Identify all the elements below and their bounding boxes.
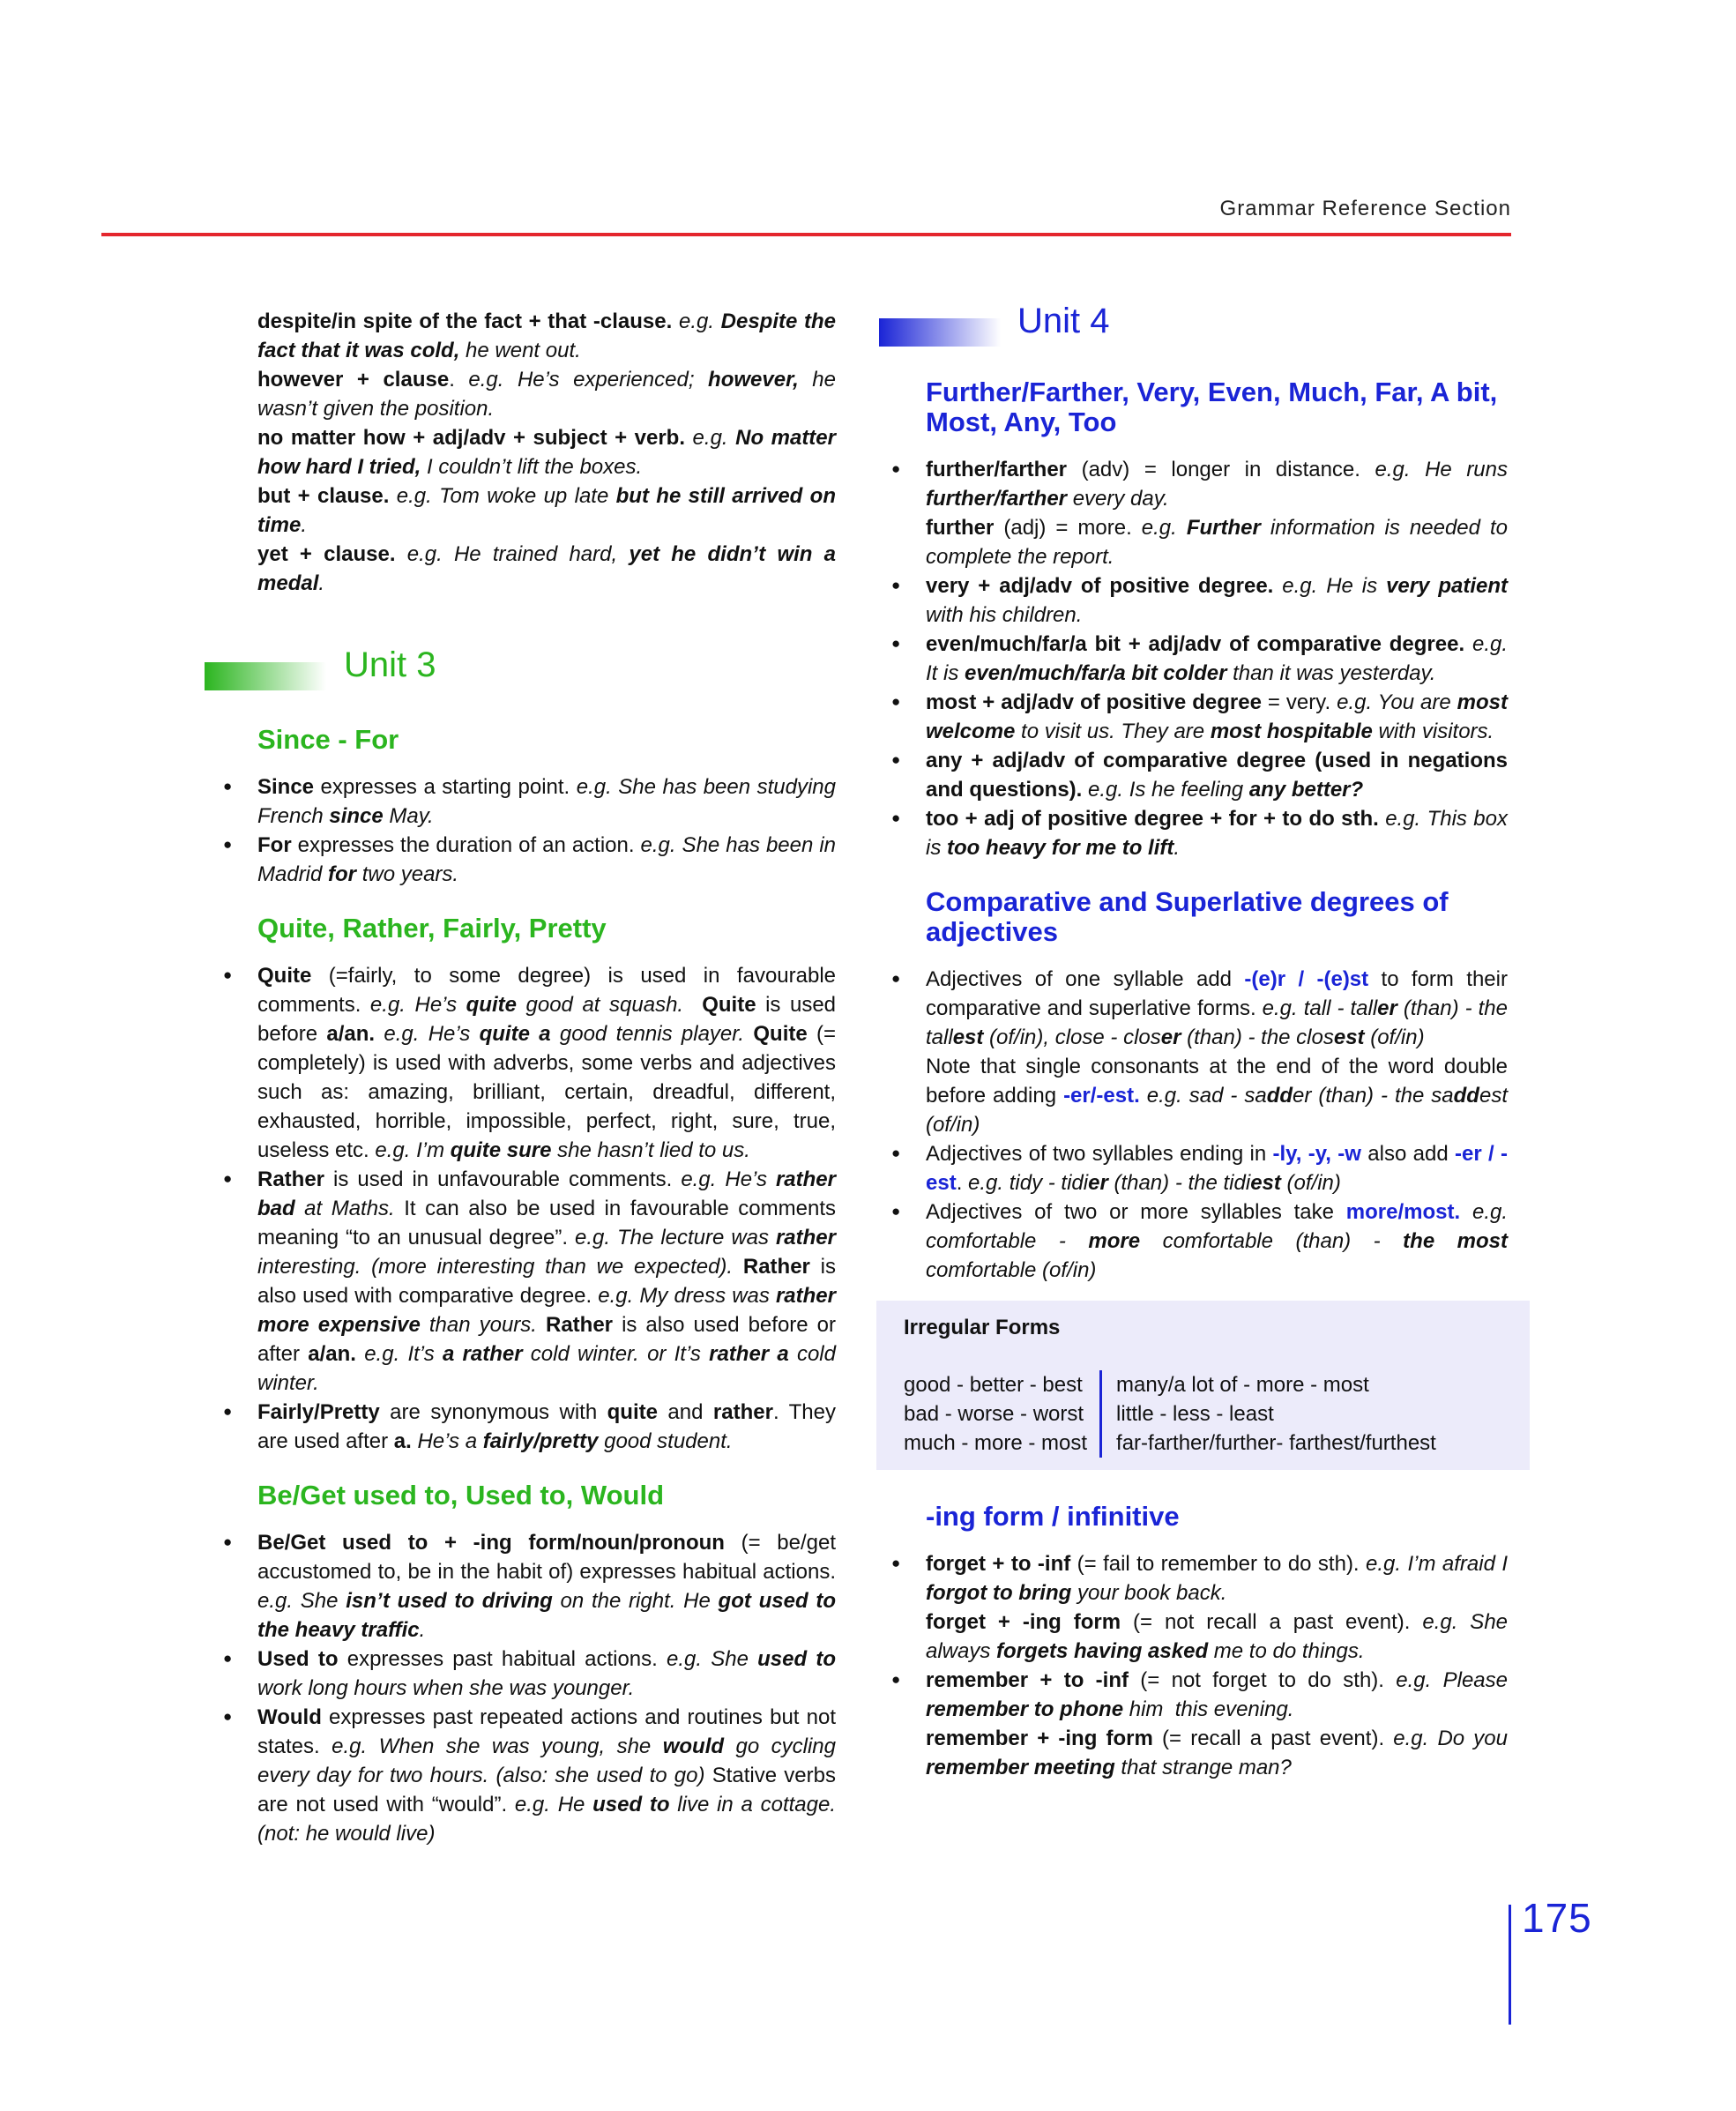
section-heading-quite-rather: Quite, Rather, Fairly, Pretty <box>257 913 607 944</box>
list-item: ● very + adj/adv of positive degree. e.g. He is very patient with his children. <box>926 571 1508 630</box>
list-item: ● Adjectives of two or more syllables take more/most. e.g. comfortable - more comfortable (than) - the most comfortable (of/in) <box>926 1197 1508 1285</box>
irregular-form: far-farther/further- farthest/furthest <box>1116 1431 1436 1455</box>
list-item: ● Adjectives of one syllable add -(e)r / -(e)st to form their comparative and superlative forms. e.g. tall - taller (than) - the tallest (of/in), close - closer (than) - the closest (of/in) Note that single consonants at the end of the word double before adding -er/-est. e.g. sad - sadder (than) - the saddest (of/in) <box>926 965 1508 1139</box>
section-heading-ing-infinitive: -ing form / infinitive <box>926 1501 1180 1532</box>
header-rule <box>101 233 1511 236</box>
list-item: ● too + adj of positive degree + for + to do sth. e.g. This box is too heavy for me to lift. <box>926 804 1508 862</box>
list-item: ● Quite (=fairly, to some degree) is used in favourable comments. e.g. He’s quite good at squash. Quite is used before a/an. e.g. He’s quite a good tennis player. Quite (= completely) is used with adverbs, some verbs and adjectives such as: amazing, brilliant, certain, dreadful, different, exhausted, horrible, impossible, perfect, right, sure, true, useless etc. e.g. I’m quite sure she hasn’t lied to us. <box>257 961 836 1165</box>
intro-paragraph: however + clause. e.g. He’s experienced; however, he wasn’t given the position. <box>257 368 836 421</box>
list-item: ● further/farther (adv) = longer in distance. e.g. He runs further/farther every day. further (adj) = more. e.g. Further information is needed to complete the report. <box>926 455 1508 571</box>
unit-4-title: Unit 4 <box>1017 302 1110 340</box>
irregular-form: bad - worse - worst <box>904 1402 1084 1426</box>
section-heading-comparative: Comparative and Superlative degrees of adjectives <box>926 886 1449 947</box>
right-column <box>904 302 1509 1782</box>
list-item: ● Fairly/Pretty are synonymous with quite and rather. They are used after a. He’s a fairly/pretty good student. <box>257 1398 836 1456</box>
list-quite-rather <box>257 961 836 1456</box>
irregular-form: good - better - best <box>904 1373 1083 1397</box>
irregular-forms-box <box>876 1301 1530 1470</box>
section-heading-used-to: Be/Get used to, Used to, Would <box>257 1480 665 1511</box>
intro-paragraph: yet + clause. e.g. He trained hard, yet he didn’t win a medal. <box>257 542 836 595</box>
running-header: Grammar Reference Section <box>1219 197 1511 220</box>
page-number: 175 <box>1522 1895 1592 1941</box>
intro-paragraphs <box>257 307 836 598</box>
list-item: ● Adjectives of two syllables ending in -ly, -y, -w also add -er / -est. e.g. tidy - tidier (than) - the tidiest (of/in) <box>926 1139 1508 1197</box>
unit-3-title: Unit 3 <box>344 645 436 684</box>
list-item: ● Be/Get used to + -ing form/noun/pronoun (= be/get accustomed to, be in the habit of) expresses habitual actions. e.g. She isn’t used to driving on the right. He got used to the heavy traffic. <box>257 1528 836 1645</box>
list-item: ● most + adj/adv of positive degree = very. e.g. You are most welcome to visit us. They are most hospitable with visitors. <box>926 688 1508 746</box>
list-item: ● remember + to -inf (= not forget to do sth). e.g. Please remember to phone him this evening. remember + -ing form (= recall a past event). e.g. Do you remember meeting that strange man? <box>926 1666 1508 1782</box>
list-item: ● Would expresses past repeated actions and routines but not states. e.g. When she was young, she would go cycling every day for two hours. (also: she used to go) Stative verbs are not used with “would”. e.g. He used to live in a cottage. (not: he would live) <box>257 1703 836 1848</box>
intro-paragraph: despite/in spite of the fact + that -clause. e.g. Despite the fact that it was cold, he went out. <box>257 310 837 362</box>
section-heading-since-for: Since - For <box>257 724 399 755</box>
irregular-form: many/a lot of - more - most <box>1116 1373 1369 1397</box>
list-further-farther <box>926 455 1508 862</box>
irregular-form: little - less - least <box>1116 1402 1274 1426</box>
unit-3-heading <box>257 645 836 702</box>
list-item: ● even/much/far/a bit + adj/adv of comparative degree. e.g. It is even/much/far/a bit colder than it was yesterday. <box>926 630 1508 688</box>
list-item: ● any + adj/adv of comparative degree (used in negations and questions). e.g. Is he feeling any better? <box>926 746 1508 804</box>
unit-4-heading <box>926 302 1508 358</box>
list-item: ● Used to expresses past habitual actions. e.g. She used to work long hours when she was younger. <box>257 1645 836 1703</box>
list-item: ● Since expresses a starting point. e.g. She has been studying French since May. <box>257 772 836 831</box>
intro-paragraph: no matter how + adj/adv + subject + verb. e.g. No matter how hard I tried, I couldn’t lift the boxes. <box>257 426 836 479</box>
irregular-forms-col1 <box>904 1370 1102 1458</box>
irregular-forms-table <box>904 1370 1510 1458</box>
section-heading-further-farther: Further/Farther, Very, Even, Much, Far, A bit, Most, Any, Too <box>926 377 1498 437</box>
list-item: ● For expresses the duration of an action. e.g. She has been in Madrid for two years. <box>257 831 836 889</box>
list-used-to <box>257 1528 836 1848</box>
list-since-for <box>257 772 836 889</box>
irregular-forms-col2 <box>1102 1370 1436 1458</box>
unit-3-sections <box>257 725 836 1848</box>
irregular-form: much - more - most <box>904 1431 1088 1455</box>
intro-paragraph: but + clause. e.g. Tom woke up late but he still arrived on time. <box>257 484 836 537</box>
list-item: ● Rather is used in unfavourable comments. e.g. He’s rather bad at Maths. It can also be used in favourable comments meaning “to an unusual degree”. e.g. The lecture was rather interesting. (more interesting than we expected). Rather is also used with comparative degree. e.g. My dress was rather more expensive than yours. Rather is also used before or after a/an. e.g. It’s a rather cold winter. or It’s rather a cold winter. <box>257 1165 836 1398</box>
page-number-rule <box>1509 1905 1511 2025</box>
unit-3-bar <box>205 662 326 690</box>
left-column <box>257 307 836 1848</box>
unit-4-bar <box>879 318 1001 347</box>
list-comparative <box>926 965 1508 1285</box>
list-ing-infinitive <box>926 1549 1508 1782</box>
irregular-forms-title: Irregular Forms <box>904 1316 1061 1339</box>
list-item: ● forget + to -inf (= fail to remember to do sth). e.g. I’m afraid I forgot to bring your book back. forget + -ing form (= not recall a past event). e.g. She always forgets having asked me to do things. <box>926 1549 1508 1666</box>
